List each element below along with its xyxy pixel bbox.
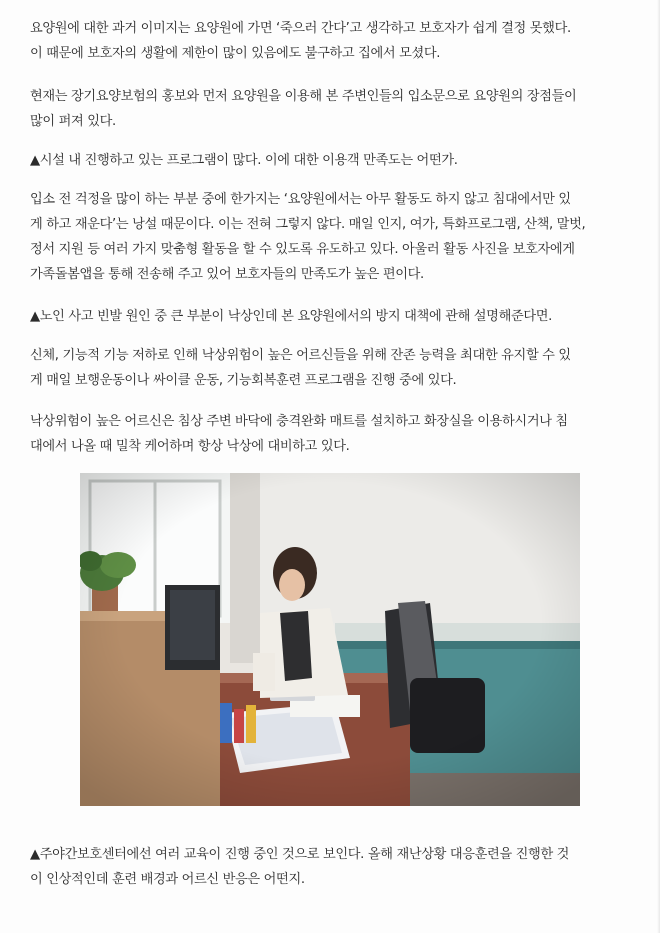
paragraph-line: 대에서 나올 때 밀착 케어하며 항상 낙상에 대비하고 있다.: [30, 439, 350, 454]
paragraph-line: 게 매일 보행운동이나 싸이클 운동, 기능회복훈련 프로그램을 진행 중에 있다.: [30, 373, 457, 388]
paragraph-current-perception: [30, 84, 632, 134]
question-fall-prevention: [30, 304, 632, 329]
paragraph-line: 현재는 장기요양보험의 홍보와 먼저 요양원을 이용해 본 주변인들의 입소문으로 요양원의 장점들이: [30, 89, 577, 104]
question-line: ▲시설 내 진행하고 있는 프로그램이 많다. 이에 대한 이용객 만족도는 어떤가.: [30, 153, 458, 168]
question-programs: [30, 148, 632, 173]
paragraph-line: 신체, 기능적 기능 저하로 인해 낙상위험이 높은 어르신들을 위해 잔존 능력을 최대한 유지할 수 있: [30, 348, 571, 363]
paragraph-fall-answer-1: [30, 343, 632, 393]
paragraph-past-image: [30, 16, 632, 66]
paragraph-line: 정서 지원 등 여러 가지 맞춤형 활동을 할 수 있도록 유도하고 있다. 아울러 활동 사진을 보호자에게: [30, 242, 575, 257]
office-photo: [80, 473, 580, 806]
paragraph-line: 게 하고 재운다’는 낭설 때문이다. 이는 전혀 그렇지 않다. 매일 인지, 여가, 특화프로그램, 산책, 말벗,: [30, 217, 586, 232]
question-line: 이 인상적인데 훈련 배경과 어르신 반응은 어떤지.: [30, 872, 305, 887]
paragraph-line: 낙상위험이 높은 어르신은 침상 주변 바닥에 충격완화 매트를 설치하고 화장실을 이용하시거나 침: [30, 414, 568, 429]
paragraph-programs-answer: [30, 187, 632, 287]
question-line: ▲주야간보호센터에선 여러 교육이 진행 중인 것으로 보인다. 올해 재난상황 대응훈련을 진행한 것: [30, 847, 570, 862]
paragraph-line: 입소 전 걱정을 많이 하는 부분 중에 한가지는 ‘요양원에서는 아무 활동도 하지 않고 침대에서만 있: [30, 192, 571, 207]
paragraph-line: 많이 퍼져 있다.: [30, 114, 116, 129]
paragraph-line: 이 때문에 보호자의 생활에 제한이 많이 있음에도 불구하고 집에서 모셨다.: [30, 46, 441, 61]
paragraph-line: 가족돌봄앱을 통해 전송해 주고 있어 보호자들의 만족도가 높은 편이다.: [30, 267, 424, 282]
question-line: ▲노인 사고 빈발 원인 중 큰 부분이 낙상인데 본 요양원에서의 방지 대책에 관해 설명해준다면.: [30, 309, 552, 324]
question-disaster-training: [30, 842, 632, 892]
paragraph-line: 요양원에 대한 과거 이미지는 요양원에 가면 ‘죽으러 간다’고 생각하고 보호자가 쉽게 결정 못했다.: [30, 21, 571, 36]
paragraph-fall-answer-2: [30, 409, 632, 459]
